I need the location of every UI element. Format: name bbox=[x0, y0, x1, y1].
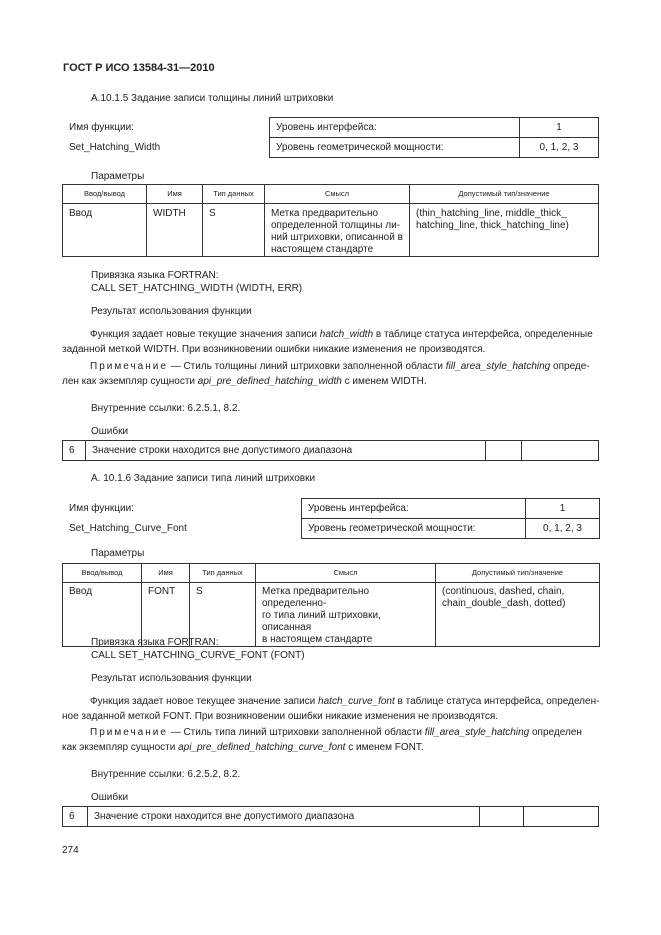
column-header: Имя bbox=[147, 185, 203, 204]
error-code: 6 bbox=[63, 807, 88, 827]
table-header-row bbox=[63, 564, 600, 583]
level-label: Уровень интерфейса: bbox=[270, 118, 520, 138]
cell-allowed bbox=[410, 204, 599, 257]
note-line: лен как экземпляр сущности api_pre_defined_hatching_width с именем WIDTH. bbox=[62, 375, 427, 387]
allowed-line: (continuous, dashed, chain, bbox=[442, 586, 565, 597]
fortran-call: CALL SET_HATCHING_WIDTH (WIDTH, ERR) bbox=[91, 283, 303, 294]
meaning-line: го типа линий штриховки, описанная bbox=[262, 610, 381, 633]
error-text: Значение строки находится вне допустимого диапазона bbox=[86, 441, 486, 461]
errors-table bbox=[62, 440, 599, 461]
column-header: Тип данных bbox=[203, 185, 265, 204]
fortran-call: CALL SET_HATCHING_CURVE_FONT (FONT) bbox=[91, 650, 305, 661]
note-label: Примечание bbox=[90, 361, 168, 372]
column-header: Допустимый тип/значение bbox=[410, 185, 599, 204]
table-row bbox=[63, 204, 599, 257]
note-label: Примечание bbox=[90, 727, 168, 738]
level-row bbox=[270, 138, 599, 158]
level-row bbox=[302, 519, 600, 539]
meaning-line: в настоящем стандарте bbox=[262, 634, 373, 645]
empty-cell bbox=[524, 807, 599, 827]
level-value: 0, 1, 2, 3 bbox=[526, 519, 600, 539]
description-line: заданной меткой WIDTH. При возникновении ошибки никакие изменения не производятся. bbox=[62, 343, 486, 355]
function-name: Set_Hatching_Width bbox=[69, 142, 161, 153]
level-label: Уровень интерфейса: bbox=[302, 499, 526, 519]
empty-cell bbox=[480, 807, 524, 827]
cell-io: Ввод bbox=[63, 204, 147, 257]
meaning-line: определенной толщины ли- bbox=[271, 220, 401, 231]
fortran-label: Привязка языка FORTRAN: bbox=[91, 637, 219, 648]
description-line: Функция задает новые текущие значения записи hatch_width в таблице статуса интерфейса, определенные bbox=[90, 329, 593, 340]
meaning-line: ний штриховки, описанной в bbox=[271, 232, 403, 243]
fortran-label: Привязка языка FORTRAN: bbox=[91, 270, 219, 281]
result-label: Результат использования функции bbox=[91, 673, 252, 684]
description bbox=[62, 695, 602, 724]
cell-type: S bbox=[190, 583, 256, 647]
page-title: ГОСТ Р ИСО 13584-31—2010 bbox=[63, 62, 215, 74]
empty-cell bbox=[522, 441, 599, 461]
note-line: как экземпляр сущности api_pre_defined_hatching_curve_font с именем FONT. bbox=[62, 741, 424, 753]
level-row bbox=[302, 499, 600, 519]
table-header-row bbox=[63, 185, 599, 204]
cell-allowed bbox=[436, 583, 600, 647]
level-row bbox=[270, 118, 599, 138]
note bbox=[62, 726, 602, 755]
column-header: Смысл bbox=[256, 564, 436, 583]
description-line: Функция задает новое текущее значение записи hatch_curve_font в таблице статуса интерфейса, определен- bbox=[90, 696, 600, 707]
level-label: Уровень геометрической мощности: bbox=[302, 519, 526, 539]
params-label: Параметры bbox=[91, 548, 145, 559]
params-table bbox=[62, 184, 599, 257]
params-label: Параметры bbox=[91, 171, 145, 182]
cell-io: Ввод bbox=[63, 583, 142, 647]
internal-refs: Внутренние ссылки: 6.2.5.1, 8.2. bbox=[91, 403, 241, 414]
allowed-line: (thin_hatching_line, middle_thick_ bbox=[416, 208, 567, 219]
cell-name: WIDTH bbox=[147, 204, 203, 257]
meaning-line: Метка предварительно определенно- bbox=[262, 586, 370, 609]
cell-meaning bbox=[256, 583, 436, 647]
level-table bbox=[301, 498, 600, 539]
column-header: Ввод/вывод bbox=[63, 185, 147, 204]
level-value: 1 bbox=[526, 499, 600, 519]
params-table bbox=[62, 563, 600, 647]
error-text: Значение строки находится вне допустимого диапазона bbox=[88, 807, 480, 827]
errors-label: Ошибки bbox=[91, 792, 129, 803]
column-header: Ввод/вывод bbox=[63, 564, 142, 583]
cell-type: S bbox=[203, 204, 265, 257]
result-label: Результат использования функции bbox=[91, 306, 252, 317]
column-header: Имя bbox=[142, 564, 190, 583]
table-row bbox=[63, 807, 599, 827]
note-line: Примечание — Стиль типа линий штриховки заполненной области fill_area_style_hatching определен bbox=[90, 727, 582, 738]
cell-name: FONT bbox=[142, 583, 190, 647]
function-name-label: Имя функции: bbox=[69, 503, 134, 514]
description bbox=[62, 328, 598, 357]
errors-label: Ошибки bbox=[91, 426, 129, 437]
section-heading: А. 10.1.6 Задание записи типа линий штриховки bbox=[91, 473, 316, 484]
description-line: ное заданной меткой FONT. При возникновении ошибки никакие изменения не производятся. bbox=[62, 710, 499, 722]
meaning-line: Метка предварительно bbox=[271, 208, 379, 219]
level-value: 0, 1, 2, 3 bbox=[520, 138, 599, 158]
internal-refs: Внутренние ссылки: 6.2.5.2, 8.2. bbox=[91, 769, 241, 780]
level-value: 1 bbox=[520, 118, 599, 138]
level-label: Уровень геометрической мощности: bbox=[270, 138, 520, 158]
errors-table bbox=[62, 806, 599, 827]
cell-meaning bbox=[265, 204, 410, 257]
allowed-line: hatching_line, thick_hatching_line) bbox=[416, 220, 569, 231]
empty-cell bbox=[486, 441, 522, 461]
column-header: Допустимый тип/значение bbox=[436, 564, 600, 583]
function-name: Set_Hatching_Curve_Font bbox=[69, 523, 187, 534]
column-header: Тип данных bbox=[190, 564, 256, 583]
error-code: 6 bbox=[63, 441, 86, 461]
section-heading: А.10.1.5 Задание записи толщины линий штриховки bbox=[91, 93, 334, 104]
meaning-line: настоящем стандарте bbox=[271, 244, 374, 255]
page-number: 274 bbox=[62, 845, 79, 856]
allowed-line: chain_double_dash, dotted) bbox=[442, 598, 566, 609]
note bbox=[62, 360, 602, 389]
table-row bbox=[63, 441, 599, 461]
function-name-label: Имя функции: bbox=[69, 122, 134, 133]
note-line: Примечание — Стиль толщины линий штриховки заполненной области fill_area_style_hatching опреде- bbox=[90, 361, 590, 372]
level-table bbox=[269, 117, 599, 158]
column-header: Смысл bbox=[265, 185, 410, 204]
